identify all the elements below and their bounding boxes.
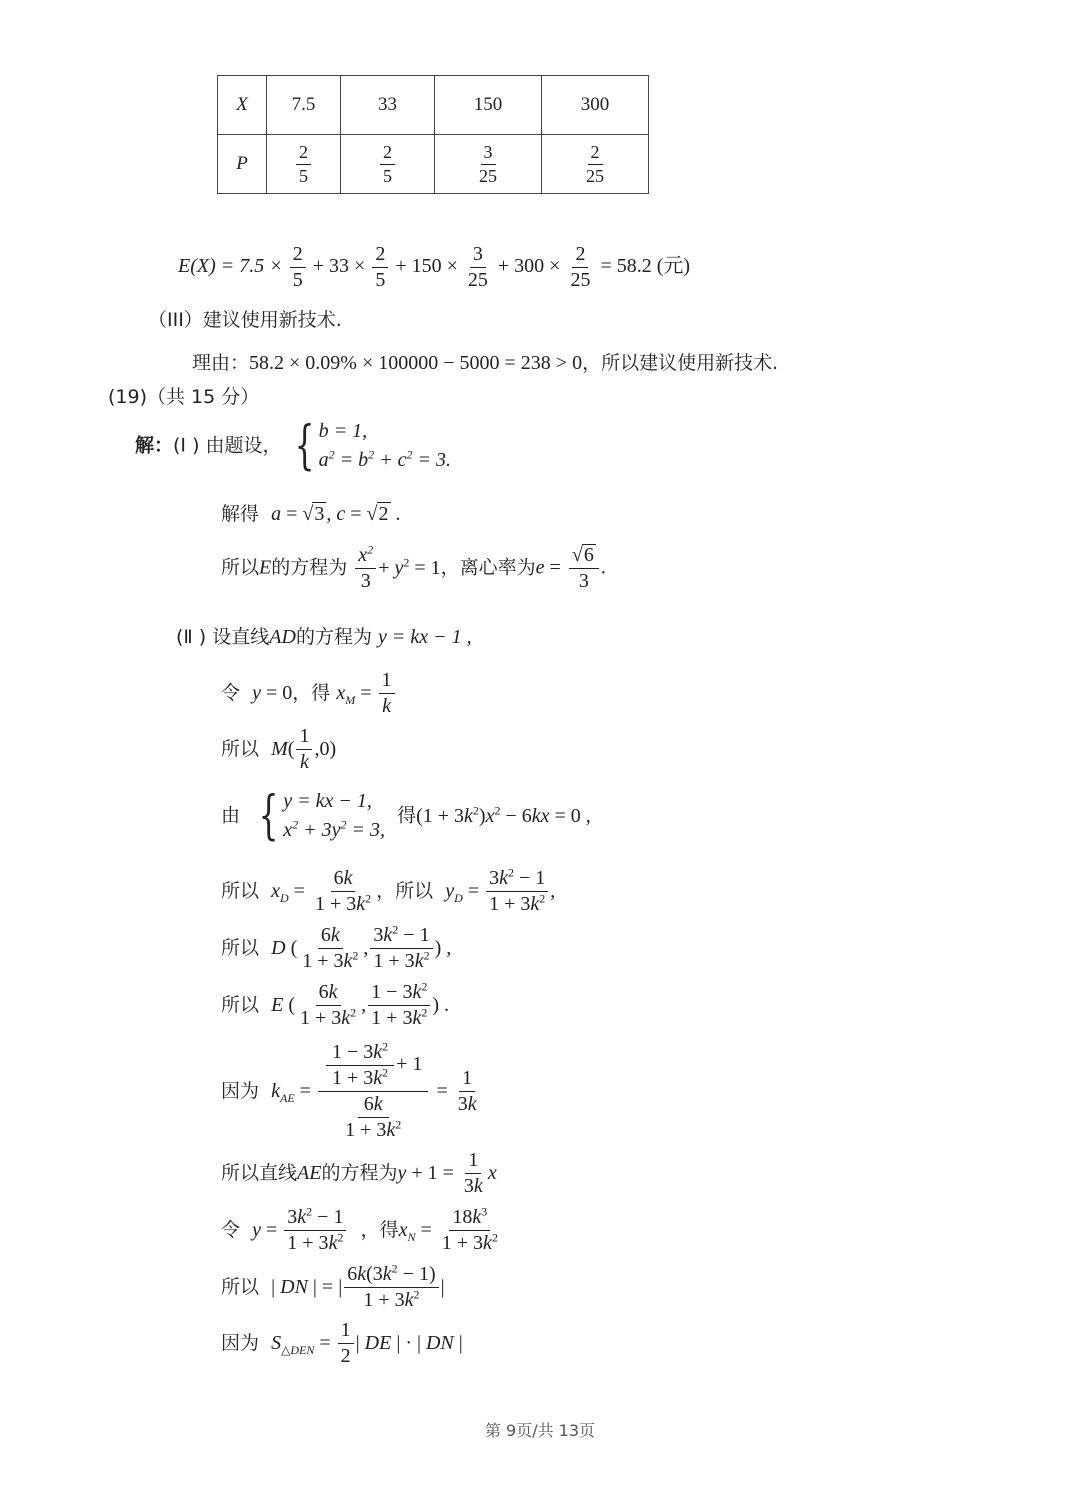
area-line: 因为 $S_{\triangle DEN}$ = $\frac{1}{2}$ | DE | · | DN |: [221, 1319, 463, 1367]
xd-yd-line: 所以 $x_D$ = $\frac{6k}{1 + 3k^2}$ ，所以 $y_D$ = $\frac{3k^2 - 1}{1 + 3k^2}$ ,: [221, 865, 556, 915]
xm-line: 令 y = 0，得 $x_M$ = $\frac{1}{k}$: [221, 670, 397, 717]
table-cell: $\frac{3}{25}$: [435, 135, 542, 194]
ellipse-equation: 所以E的方程为 $\frac{x^2}{3}$ + $y^2 = 1$，离心率为e = $\frac{√6}{3}$ .: [221, 541, 606, 592]
point-d-line: 所以 D ( $\frac{6k}{1 + 3k^2}$ , $\frac{3k^2 - 1}{1 + 3k^2}$ ) ,: [221, 922, 452, 972]
table-cell: 33: [341, 76, 435, 135]
line-ae-equation: 所以直线AE的方程为y + 1 = $\frac{1}{3k}$ x: [221, 1149, 497, 1197]
part3-heading: （III）建议使用新技术.: [148, 309, 342, 331]
part2-heading: (Ⅱ ) 设直线AD的方程为 y = kx − 1 ,: [176, 626, 472, 648]
xn-line: 令 y = $\frac{3k^2 - 1}{1 + 3k^2}$ ，得$x_N$ = $\frac{18k^3}{1 + 3k^2}$: [221, 1204, 498, 1254]
table-cell: $\frac{2}{5}$: [341, 135, 435, 194]
table-cell: 7.5: [267, 76, 341, 135]
slope-ae-line: 因为 $k_{AE}$ = $\frac{1 - 3k^2}{1 + 3k^2}$ + 1 $\frac{6k}{1 + 3k^2}$ = $\frac{1}{3k}$: [221, 1039, 477, 1141]
page-footer: 第 9页/共 13页: [484, 1421, 596, 1440]
point-e-line: 所以 E ( $\frac{6k}{1 + 3k^2}$ , $\frac{1 - 3k^2}{1 + 3k^2}$ ) .: [221, 979, 450, 1029]
table-cell: $\frac{2}{5}$: [267, 135, 341, 194]
system-line: 由 { y = kx − 1, $x^2 + 3y^2 = 3$, 得$(1 + 3k^2)x^2 - 6kx = 0$ ,: [221, 786, 591, 846]
q19-title: (19)（共 15 分）: [108, 386, 260, 408]
point-m-line: 所以 M( $\frac{1}{k}$ ,0): [221, 725, 337, 773]
part1-block: 解：(Ⅰ ) 由题设， { b = 1, $a^2 = b^2 + c^2 = 3$.: [135, 416, 452, 476]
distribution-table: [217, 75, 649, 194]
part3-reason: 理由：58.2 × 0.09% × 100000 − 5000 = 238 > 0，所以建议使用新技术.: [192, 352, 779, 374]
table-header-x: X: [218, 76, 267, 135]
table-cell: 150: [435, 76, 542, 135]
dn-length-line: 所以 | DN | = | $\frac{6k(3k^2 - 1)}{1 + 3k^2}$ |: [221, 1261, 445, 1311]
solve-line: 解得 a = √3 , c = √2 .: [221, 503, 401, 525]
table-header-p: P: [218, 135, 267, 194]
expectation-formula: E(X) = 7.5 × $\frac{2}{5}$ + 33 × $\frac{2}{5}$ + 150 × $\frac{3}{25}$ + 300 × $\frac{2}{25}$ = 58.2 (元): [178, 243, 691, 291]
table-cell: 300: [542, 76, 649, 135]
table-cell: $\frac{2}{25}$: [542, 135, 649, 194]
